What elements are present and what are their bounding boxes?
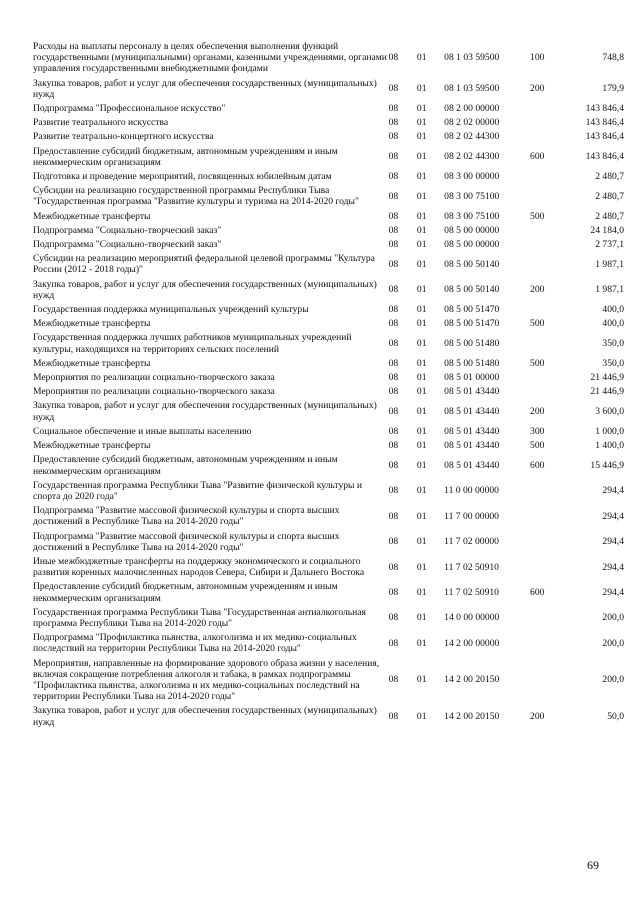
table-row	[33, 170, 624, 184]
amount: 350,0	[602, 357, 624, 369]
section-code: 08	[388, 210, 399, 222]
budget-table	[33, 40, 624, 730]
table-row	[33, 631, 624, 656]
expense-type-code: 100	[530, 52, 545, 64]
amount: 50,0	[607, 710, 624, 722]
target-article-code: 14 2 00 00000	[444, 637, 500, 649]
section-code: 08	[388, 425, 399, 437]
expense-type-code	[530, 224, 565, 238]
amount: 400,0	[602, 318, 624, 330]
section-code: 08	[388, 510, 399, 522]
expense-type-code	[530, 504, 565, 529]
amount: 748,8	[602, 52, 624, 64]
amount: 294,4	[602, 536, 624, 548]
expense-type-code: 300	[530, 425, 545, 437]
amount: 294,4	[602, 485, 624, 497]
target-article-code: 08 5 01 43440	[444, 406, 500, 418]
expense-type-code	[530, 657, 565, 705]
subsection-code: 01	[416, 304, 427, 316]
table-row	[33, 77, 624, 102]
target-article-code: 14 0 00 00000	[444, 612, 500, 624]
table-row	[33, 184, 624, 209]
target-article-code: 08 5 01 43440	[444, 425, 500, 437]
subsection-code: 01	[416, 386, 427, 398]
expense-type-code	[530, 530, 565, 555]
expense-name: Подпрограмма "Профессиональное искусство"	[33, 103, 226, 115]
table-row	[33, 331, 624, 356]
section-code: 08	[388, 239, 399, 251]
amount: 21 446,9	[590, 372, 624, 384]
amount: 1 400,0	[595, 440, 624, 452]
table-row	[33, 252, 624, 277]
section-code: 08	[388, 258, 399, 270]
subsection-code: 01	[416, 612, 427, 624]
section-code: 08	[388, 117, 399, 129]
expense-name: Мероприятия по реализации социально-творческого заказа	[33, 386, 275, 398]
expense-type-code	[530, 238, 565, 252]
section-code: 08	[388, 151, 399, 163]
table-row	[33, 580, 624, 605]
expense-type-code: 200	[530, 83, 545, 95]
subsection-code: 01	[416, 510, 427, 522]
section-code: 08	[388, 131, 399, 143]
section-code: 08	[388, 190, 399, 202]
expense-type-code: 200	[530, 710, 545, 722]
subsection-code: 01	[416, 425, 427, 437]
expense-name: Государственная программа Республики Тыва "Государственная антиалкогольная программа Республики Тыва на 2014-2020 годы"	[33, 606, 366, 629]
section-code: 08	[388, 561, 399, 573]
amount: 294,4	[602, 561, 624, 573]
expense-name: Иные межбюджетные трансферты на поддержку экономического и социального развития коренных малочисленных народов Севера, Сибири и Дальнего Востока	[33, 555, 365, 579]
table-row	[33, 704, 624, 729]
page-number: 69	[587, 858, 599, 872]
section-code: 08	[388, 674, 399, 686]
amount: 143 846,4	[585, 103, 624, 115]
subsection-code: 01	[416, 318, 427, 330]
expense-name: Закупка товаров, работ и услуг для обеспечения государственных (муниципальных) нужд	[33, 400, 377, 423]
expense-name: Закупка товаров, работ и услуг для обеспечения государственных (муниципальных) нужд	[33, 278, 377, 301]
amount: 2 737,1	[595, 239, 624, 251]
section-code: 08	[388, 171, 399, 183]
expense-type-code	[530, 555, 565, 580]
expense-name: Подпрограмма "Профилактика пьянства, алкоголизма и их медико-социальных последствий на территории Республики Тыва на 2014-2020 годы"	[33, 632, 357, 655]
expense-name: Расходы на выплаты персоналу в целях обеспечения выполнения функций государственными (муниципальными) органами, казенными учреждениями, органами управления государственными внебюджетными фондами	[33, 41, 387, 75]
target-article-code: 11 7 02 50910	[444, 586, 499, 598]
expense-type-code	[530, 303, 565, 317]
expense-name: Государственная программа Республики Тыва "Развитие физической культуры и спорта до 2020 года"	[33, 479, 363, 502]
expense-name: Подготовка и проведение мероприятий, посвященных юбилейным датам	[33, 171, 332, 183]
expense-name: Подпрограмма "Социально-творческий заказ"	[33, 239, 222, 251]
subsection-code: 01	[416, 674, 427, 686]
section-code: 08	[388, 440, 399, 452]
expense-type-code: 500	[530, 440, 545, 452]
table-row	[33, 116, 624, 130]
section-code: 08	[388, 304, 399, 316]
subsection-code: 01	[416, 459, 427, 471]
amount: 2 480,7	[595, 190, 624, 202]
target-article-code: 08 3 00 75100	[444, 190, 500, 202]
amount: 1 987,1	[595, 258, 624, 270]
expense-name: Субсидии на реализацию государственной программы Республики Тыва "Государственная программа "Развитие культуры и туризма на 2014-2020 годы"	[33, 185, 359, 208]
section-code: 08	[388, 586, 399, 598]
subsection-code: 01	[416, 117, 427, 129]
section-code: 08	[388, 52, 399, 64]
expense-type-code	[530, 252, 565, 277]
expense-name: Государственная поддержка муниципальных учреждений культуры	[33, 304, 309, 316]
subsection-code: 01	[416, 372, 427, 384]
expense-type-code	[530, 170, 565, 184]
expense-name: Межбюджетные трансферты	[33, 440, 151, 452]
table-row	[33, 317, 624, 331]
table-row	[33, 210, 624, 224]
expense-name: Закупка товаров, работ и услуг для обеспечения государственных (муниципальных) нужд	[33, 77, 377, 100]
expense-type-code: 500	[530, 318, 545, 330]
target-article-code: 08 1 03 59500	[444, 52, 500, 64]
target-article-code: 08 5 00 00000	[444, 239, 500, 251]
section-code: 08	[388, 338, 399, 350]
target-article-code: 11 0 00 00000	[444, 485, 499, 497]
section-code: 08	[388, 386, 399, 398]
subsection-code: 01	[416, 224, 427, 236]
subsection-code: 01	[416, 710, 427, 722]
expense-name: Межбюджетные трансферты	[33, 318, 151, 330]
target-article-code: 08 2 02 44300	[444, 151, 500, 163]
table-row	[33, 399, 624, 424]
subsection-code: 01	[416, 151, 427, 163]
subsection-code: 01	[416, 338, 427, 350]
target-article-code: 08 2 00 00000	[444, 103, 500, 115]
section-code: 08	[388, 459, 399, 471]
target-article-code: 14 2 00 20150	[444, 710, 500, 722]
table-row	[33, 224, 624, 238]
expense-type-code	[530, 479, 565, 504]
amount: 179,9	[602, 83, 624, 95]
section-code: 08	[388, 83, 399, 95]
subsection-code: 01	[416, 210, 427, 222]
amount: 1 000,0	[595, 425, 624, 437]
table-row	[33, 371, 624, 385]
target-article-code: 11 7 00 00000	[444, 510, 499, 522]
table-row	[33, 303, 624, 317]
target-article-code: 08 5 00 00000	[444, 224, 500, 236]
expense-type-code	[530, 631, 565, 656]
expense-type-code	[530, 385, 565, 399]
section-code: 08	[388, 318, 399, 330]
expense-name: Предоставление субсидий бюджетным, автономным учреждениям и иным некоммерческим организациям	[33, 145, 338, 168]
amount: 200,0	[602, 674, 624, 686]
expense-name: Мероприятия, направленные на формирование здорового образа жизни у населения, включая сокращение потребления алкоголя и табака, в рамках подпрограммы "Профилактика пьянства, алкоголизма и их медико-социальных последствий на территории Республики Тыва на 2014-2020 годы"	[33, 657, 380, 703]
expense-type-code: 600	[530, 151, 545, 163]
expense-name: Подпрограмма "Развитие массовой физической культуры и спорта высших достижений в Республике Тыва на 2014-2020 годы"	[33, 530, 340, 553]
target-article-code: 08 3 00 75100	[444, 210, 500, 222]
table-row	[33, 657, 624, 705]
subsection-code: 01	[416, 440, 427, 452]
subsection-code: 01	[416, 284, 427, 296]
amount: 15 446,9	[590, 459, 624, 471]
table-row	[33, 278, 624, 303]
amount: 143 846,4	[585, 131, 624, 143]
section-code: 08	[388, 637, 399, 649]
amount: 294,4	[602, 586, 624, 598]
expense-type-code	[530, 184, 565, 209]
section-code: 08	[388, 406, 399, 418]
expense-type-code	[530, 331, 565, 356]
table-row	[33, 102, 624, 116]
expense-type-code: 200	[530, 406, 545, 418]
target-article-code: 11 7 02 00000	[444, 536, 499, 548]
target-article-code: 08 5 00 51470	[444, 304, 500, 316]
target-article-code: 11 7 02 50910	[444, 561, 499, 573]
amount: 21 446,9	[590, 386, 624, 398]
amount: 200,0	[602, 637, 624, 649]
amount: 350,0	[602, 338, 624, 350]
expense-name: Государственная поддержка лучших работников муниципальных учреждений культуры, находящихся на территориях сельских поселений	[33, 332, 352, 355]
subsection-code: 01	[416, 131, 427, 143]
amount: 24 184,0	[590, 224, 624, 236]
amount: 200,0	[602, 612, 624, 624]
table-row	[33, 357, 624, 371]
expense-name: Предоставление субсидий бюджетным, автономным учреждениям и иным некоммерческим организациям	[33, 454, 338, 477]
expense-name: Социальное обеспечение и иные выплаты населению	[33, 425, 252, 437]
subsection-code: 01	[416, 52, 427, 64]
table-row	[33, 145, 624, 170]
amount: 3 600,0	[595, 406, 624, 418]
table-row	[33, 385, 624, 399]
expense-name: Предоставление субсидий бюджетным, автономным учреждениям и иным некоммерческим организациям	[33, 581, 338, 604]
target-article-code: 08 1 03 59500	[444, 83, 500, 95]
target-article-code: 08 2 02 00000	[444, 117, 500, 129]
section-code: 08	[388, 710, 399, 722]
target-article-code: 08 2 02 44300	[444, 131, 500, 143]
subsection-code: 01	[416, 357, 427, 369]
amount: 294,4	[602, 510, 624, 522]
target-article-code: 14 2 00 20150	[444, 674, 500, 686]
expense-type-code: 200	[530, 284, 545, 296]
expense-type-code	[530, 606, 565, 631]
table-row	[33, 40, 624, 77]
subsection-code: 01	[416, 258, 427, 270]
section-code: 08	[388, 357, 399, 369]
amount: 143 846,4	[585, 151, 624, 163]
expense-name: Развитие театрально-концертного искусства	[33, 131, 214, 143]
expense-type-code: 500	[530, 210, 545, 222]
expense-name: Подпрограмма "Социально-творческий заказ"	[33, 224, 222, 236]
amount: 2 480,7	[595, 171, 624, 183]
table-row	[33, 606, 624, 631]
table-row	[33, 479, 624, 504]
section-code: 08	[388, 284, 399, 296]
section-code: 08	[388, 372, 399, 384]
expense-name: Субсидии на реализацию мероприятий федеральной целевой программы "Культура России (2012 - 2018 годы)"	[33, 253, 375, 276]
expense-name: Межбюджетные трансферты	[33, 210, 151, 222]
table-row	[33, 530, 624, 555]
expense-type-code: 600	[530, 459, 545, 471]
table-row	[33, 439, 624, 453]
expense-type-code	[530, 130, 565, 144]
table-row	[33, 555, 624, 580]
subsection-code: 01	[416, 485, 427, 497]
target-article-code: 08 5 00 51470	[444, 318, 500, 330]
table-row	[33, 453, 624, 478]
subsection-code: 01	[416, 406, 427, 418]
expense-name: Межбюджетные трансферты	[33, 357, 151, 369]
table-row	[33, 425, 624, 439]
expense-name: Развитие театрального искусства	[33, 117, 169, 129]
target-article-code: 08 5 01 43440	[444, 440, 500, 452]
expense-name: Закупка товаров, работ и услуг для обеспечения государственных (муниципальных) нужд	[33, 705, 377, 728]
subsection-code: 01	[416, 190, 427, 202]
table-row	[33, 504, 624, 529]
amount: 1 987,1	[595, 284, 624, 296]
target-article-code: 08 5 00 50140	[444, 284, 500, 296]
expense-name: Подпрограмма "Развитие массовой физической культуры и спорта высших достижений в Республике Тыва на 2014-2020 годы"	[33, 505, 340, 528]
expense-name: Мероприятия по реализации социально-творческого заказа	[33, 372, 275, 384]
target-article-code: 08 5 01 43440	[444, 386, 500, 398]
expense-type-code: 600	[530, 586, 545, 598]
section-code: 08	[388, 224, 399, 236]
subsection-code: 01	[416, 536, 427, 548]
table-row	[33, 238, 624, 252]
subsection-code: 01	[416, 239, 427, 251]
subsection-code: 01	[416, 561, 427, 573]
subsection-code: 01	[416, 586, 427, 598]
section-code: 08	[388, 536, 399, 548]
subsection-code: 01	[416, 637, 427, 649]
subsection-code: 01	[416, 171, 427, 183]
expense-type-code: 500	[530, 357, 545, 369]
amount: 400,0	[602, 304, 624, 316]
target-article-code: 08 5 00 51480	[444, 357, 500, 369]
target-article-code: 08 5 00 51480	[444, 338, 500, 350]
budget-table-body	[33, 40, 624, 730]
section-code: 08	[388, 612, 399, 624]
section-code: 08	[388, 485, 399, 497]
target-article-code: 08 5 01 43440	[444, 459, 500, 471]
amount: 2 480,7	[595, 210, 624, 222]
table-row	[33, 130, 624, 144]
target-article-code: 08 3 00 00000	[444, 171, 500, 183]
expense-type-code	[530, 102, 565, 116]
expense-type-code	[530, 116, 565, 130]
subsection-code: 01	[416, 103, 427, 115]
subsection-code: 01	[416, 83, 427, 95]
section-code: 08	[388, 103, 399, 115]
target-article-code: 08 5 01 00000	[444, 372, 500, 384]
target-article-code: 08 5 00 50140	[444, 258, 500, 270]
amount: 143 846,4	[585, 117, 624, 129]
expense-type-code	[530, 371, 565, 385]
